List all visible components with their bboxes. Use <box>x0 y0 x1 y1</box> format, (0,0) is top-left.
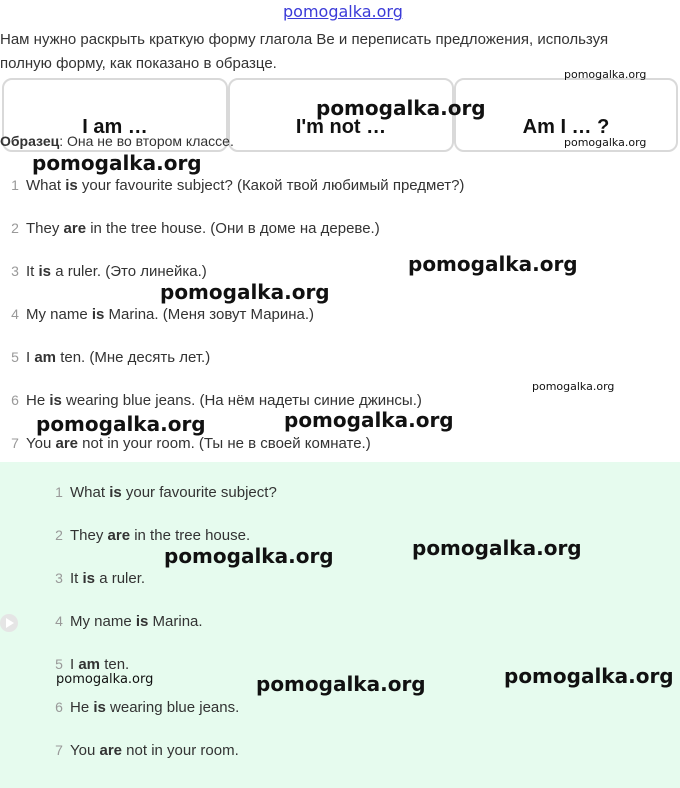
answer-item: 5 I am ten. <box>55 656 130 673</box>
watermark-link[interactable]: pomogalka.org <box>283 2 403 21</box>
watermark: pomogalka.org <box>32 151 202 175</box>
watermark: pomogalka.org <box>532 380 615 393</box>
exercise-item: 6 He is wearing blue jeans. (На нём надеты синие джинсы.) <box>11 392 422 409</box>
watermark: pomogalka.org <box>160 280 330 304</box>
answer-item: 2 They are in the tree house. <box>55 527 251 544</box>
watermark: pomogalka.org <box>284 408 454 432</box>
answer-item: 7 You are not in your room. <box>55 742 239 759</box>
watermark: pomogalka.org <box>56 672 154 687</box>
exercise-item: 5 I am ten. (Мне десять лет.) <box>11 349 211 366</box>
watermark: pomogalka.org <box>408 252 578 276</box>
sample-text: : Она не во втором классе. <box>59 133 234 149</box>
exercise-item: 1 What is your favourite subject? (Какой твой любимый предмет?) <box>11 177 465 194</box>
watermark: pomogalka.org <box>256 672 426 696</box>
exercise-item: 2 They are in the tree house. (Они в доме на дереве.) <box>11 220 380 237</box>
watermark: pomogalka.org <box>36 412 206 436</box>
example-box-3: Am I … ? <box>454 78 678 152</box>
exercise-item: 4 My name is Marina. (Меня зовут Марина.) <box>11 306 315 323</box>
watermark: pomogalka.org <box>564 136 647 149</box>
sample-label: Образец <box>0 133 60 149</box>
sample-line <box>0 133 234 149</box>
instruction-line-2: полную форму, как показано в образце. <box>0 55 277 72</box>
watermark: pomogalka.org <box>316 96 486 120</box>
instruction-line-1: Нам нужно раскрыть краткую форму глагола Be и переписать предложения, используя <box>0 31 609 48</box>
answer-item: 3 It is a ruler. <box>55 570 146 587</box>
example-box-1: I am … <box>2 78 228 152</box>
watermark: pomogalka.org <box>412 536 582 560</box>
watermark: pomogalka.org <box>164 544 334 568</box>
answer-item: 4 My name is Marina. <box>55 613 203 630</box>
exercise-item: 7 You are not in your room. (Ты не в своей комнате.) <box>11 435 371 452</box>
answer-item: 1 What is your favourite subject? <box>55 484 277 501</box>
example-box-2: I'm not … <box>228 78 454 152</box>
answer-item: 6 He is wearing blue jeans. <box>55 699 240 716</box>
exercise-item: 3 It is a ruler. (Это линейка.) <box>11 263 207 280</box>
watermark: pomogalka.org <box>504 664 674 688</box>
play-icon[interactable] <box>0 614 18 632</box>
watermark: pomogalka.org <box>564 68 647 81</box>
